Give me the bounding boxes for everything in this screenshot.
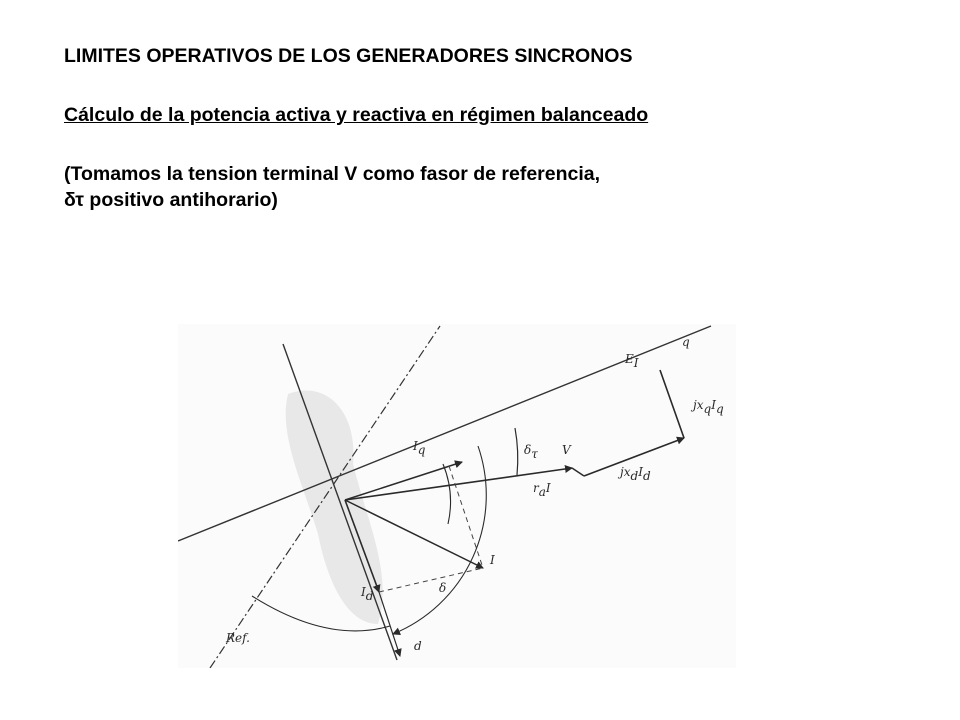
ei-label: EI — [625, 352, 639, 370]
jxd-id-label: jxdId — [620, 465, 651, 483]
id-label: Id — [361, 585, 374, 603]
perpendicular-axis-line — [283, 344, 397, 660]
d-axis-arrow — [379, 592, 400, 656]
q-axis-line — [210, 326, 440, 668]
iq-angle-arc — [443, 464, 450, 524]
jxq-iq-label: jxqIq — [693, 398, 724, 416]
d-axis-label: d — [414, 639, 422, 653]
jxq-iq-segment — [660, 370, 684, 438]
phasor-diagram — [178, 324, 736, 668]
ref-label: Ref. — [226, 631, 250, 645]
note-line-1: (Tomamos la tension terminal V como fasor de referencia, — [64, 163, 601, 185]
section-subtitle: Cálculo de la potencia activa y reactiva en régimen balanceado — [64, 104, 649, 126]
ra-i-label: raI — [533, 481, 551, 499]
q-axis-label: q — [682, 335, 690, 349]
page-title: LIMITES OPERATIVOS DE LOS GENERADORES SINCRONOS — [64, 45, 633, 67]
v-label: V — [562, 443, 571, 457]
ra-i-segment — [572, 468, 584, 476]
delta-t-label: δτ — [524, 443, 538, 461]
delta-arc — [393, 446, 486, 634]
delta-label: δ — [439, 581, 447, 595]
projection-dashed-1 — [379, 568, 483, 592]
i-label: I — [490, 553, 495, 567]
note-line-2: δτ positivo antihorario) — [64, 189, 278, 211]
phasor-diagram-svg — [178, 324, 736, 668]
iq-label: Iq — [413, 439, 426, 457]
delta-t-arc — [515, 428, 518, 475]
